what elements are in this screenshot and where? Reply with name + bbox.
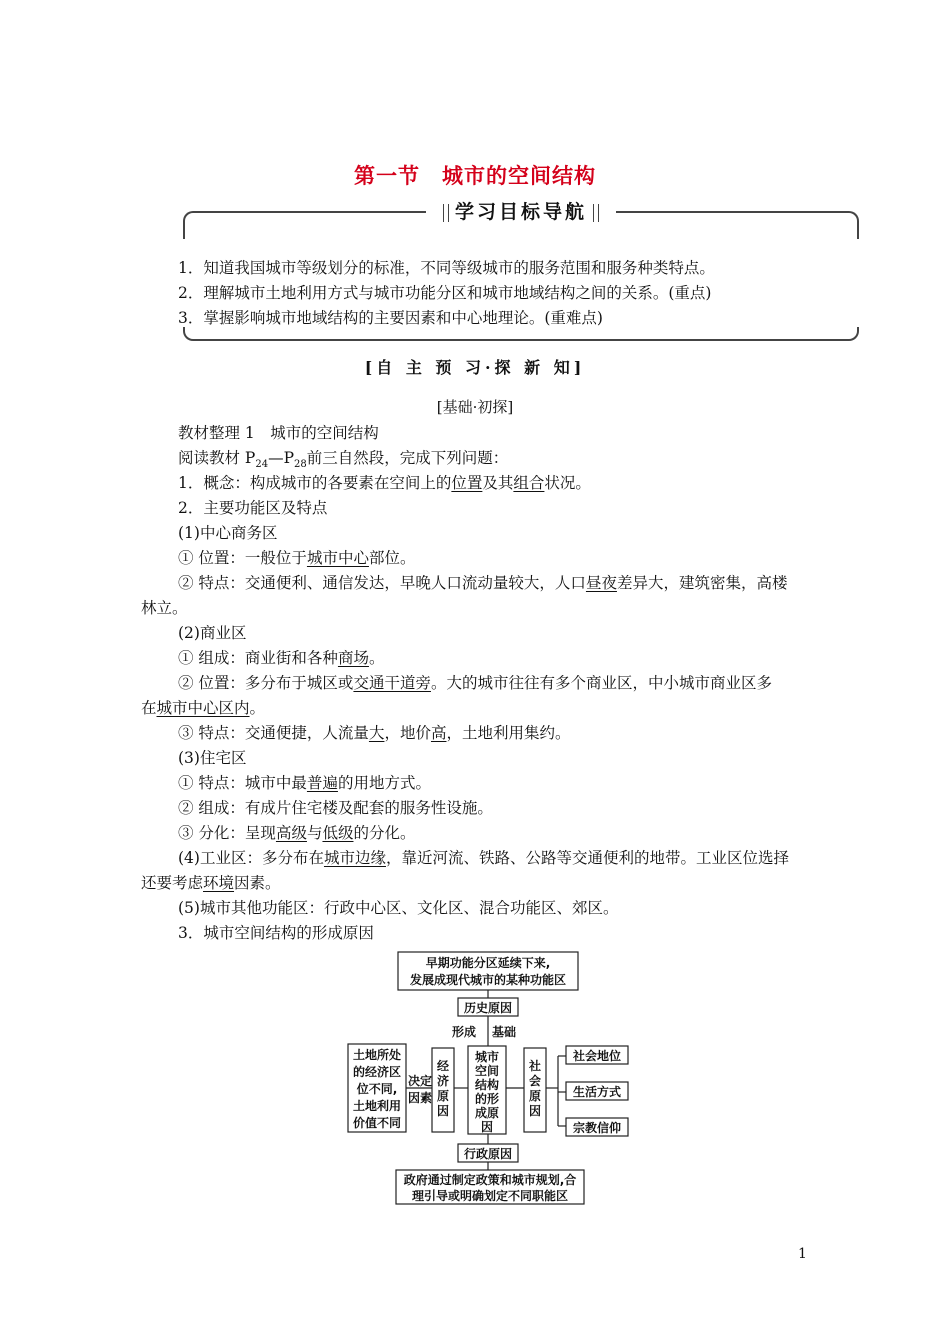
answer: 组合	[513, 474, 545, 492]
diagram-basis-label: 基础	[492, 1025, 517, 1039]
text: ① 特点：城市中最	[178, 774, 307, 792]
box-frame-bottom	[183, 327, 859, 341]
answer: 昼夜	[585, 574, 617, 592]
diagram-history-label: 历史原因	[463, 1001, 513, 1015]
text: 差异大，建筑密集，高楼	[616, 574, 788, 592]
answer: 城市中心区内	[156, 699, 250, 717]
diagram-center-line: 城市	[474, 1050, 500, 1064]
commercial-features	[178, 721, 571, 743]
objective-3: 3．掌握影响城市地域结构的主要因素和中心地理论。(重难点)	[178, 309, 603, 327]
diagram-economic-char: 因	[436, 1104, 450, 1118]
residential-features	[178, 771, 431, 793]
diagram-religion-label: 宗教信仰	[572, 1121, 622, 1135]
diagram-land-value-line: 位不同,	[356, 1082, 398, 1096]
text: 1．概念：构成城市的各要素在空间上的	[178, 474, 452, 492]
text: 部位。	[368, 549, 416, 567]
textbook-heading: 教材整理 1 城市的空间结构	[178, 424, 379, 442]
text: 。	[368, 649, 385, 667]
causes-heading: 3．城市空间结构的形成原因	[178, 924, 374, 942]
industrial-line-cont	[141, 871, 281, 893]
diagram-bottom-line-2: 理引导或明确划定不同职能区	[411, 1189, 569, 1203]
diagram-form-label: 形成	[451, 1025, 476, 1039]
cbd-features	[178, 571, 787, 593]
objectives-label	[426, 199, 616, 225]
diagram-social-char: 社	[528, 1059, 542, 1073]
text: 前三自然段，完成下列问题：	[306, 449, 509, 467]
residential-differentiation	[178, 821, 416, 843]
commercial-composition	[178, 646, 384, 668]
diagram-social-char: 因	[528, 1104, 542, 1118]
text: ① 组成：商业街和各种	[178, 649, 338, 667]
formation-causes-diagram	[340, 948, 640, 1206]
concept-line	[178, 471, 591, 493]
subheading: [基础·初探]	[436, 398, 514, 416]
subscript: 28	[294, 459, 307, 471]
text: 因素。	[234, 874, 281, 892]
learning-objectives-box	[178, 201, 859, 341]
diagram-land-value-line: 土地所处	[352, 1048, 402, 1062]
text: 阅读教材 P	[178, 449, 256, 467]
label-bar-left	[443, 204, 449, 222]
functional-areas-heading: 2．主要功能区及特点	[178, 499, 328, 517]
commercial-heading: (2)商业区	[178, 624, 247, 642]
text: 及其	[482, 474, 514, 492]
commercial-location	[178, 671, 772, 693]
diagram-top-line-2: 发展成现代城市的某种功能区	[409, 973, 567, 987]
cbd-features-cont: 林立。	[141, 599, 188, 617]
diagram-social-char: 会	[528, 1074, 542, 1088]
residential-composition: ② 组成：有成片住宅楼及配套的服务性设施。	[178, 799, 493, 817]
residential-heading: (3)住宅区	[178, 749, 247, 767]
text: —P	[268, 449, 295, 467]
objective-2: 2．理解城市土地利用方式与城市功能分区和城市地域结构之间的关系。(重点)	[178, 284, 712, 302]
text: ，土地利用集约。	[446, 724, 571, 742]
diagram-bottom-line-1: 政府通过制定政策和城市规划,合	[403, 1173, 577, 1187]
diagram-land-value-line: 的经济区	[352, 1065, 402, 1079]
diagram-social-char: 原	[528, 1089, 542, 1103]
answer: 低级	[322, 824, 354, 842]
text: (4)工业区：多分布在	[178, 849, 324, 867]
text: 在	[141, 699, 157, 717]
diagram-lifestyle-label: 生活方式	[572, 1085, 622, 1099]
diagram-center-line: 的形	[474, 1092, 500, 1106]
answer: 城市边缘	[323, 849, 386, 867]
diagram-admin-label: 行政原因	[463, 1147, 513, 1161]
objectives-label-text: 学习目标导航	[454, 201, 587, 223]
commercial-location-cont	[141, 696, 265, 718]
diagram-social-status-label: 社会地位	[572, 1049, 622, 1063]
text: 的用地方式。	[337, 774, 431, 792]
answer: 交通干道旁	[353, 674, 431, 692]
answer: 位置	[451, 474, 483, 492]
text: ① 位置：一般位于	[178, 549, 307, 567]
answer: 高	[430, 724, 447, 742]
answer: 城市中心	[306, 549, 369, 567]
text: ③ 分化：呈现	[178, 824, 276, 842]
text: 。	[249, 699, 266, 717]
answer: 高级	[275, 824, 307, 842]
objective-1: 1．知道我国城市等级划分的标准，不同等级城市的服务范围和服务种类特点。	[178, 259, 715, 277]
text: 的分化。	[353, 824, 416, 842]
diagram-top-line-1: 早期功能分区延续下来,	[425, 956, 551, 970]
section-heading: [自 主 预 习·探 新 知]	[364, 358, 586, 377]
text: ，靠近河流、铁路、公路等交通便利的地带。工业区位选择	[385, 849, 789, 867]
answer: 大	[368, 724, 385, 742]
diagram-decide-label: 因素	[407, 1091, 433, 1105]
diagram-economic-char: 原	[436, 1089, 450, 1103]
text: 状况。	[544, 474, 591, 492]
diagram-land-value-line: 价值不同	[352, 1116, 402, 1130]
text: ③ 特点：交通便捷，人流量	[178, 724, 369, 742]
text: ，地价	[384, 724, 431, 742]
reading-instruction	[178, 446, 508, 470]
text: 与	[306, 824, 323, 842]
text: 还要考虑	[141, 874, 204, 892]
cbd-location	[178, 546, 415, 568]
diagram-economic-char: 经	[436, 1059, 450, 1073]
text: ② 特点：交通便利、通信发达，早晚人口流动量较大，人口	[178, 574, 586, 592]
diagram-center-line: 成原	[474, 1106, 500, 1120]
diagram-economic-char: 济	[436, 1074, 450, 1088]
cbd-heading: (1)中心商务区	[178, 524, 278, 542]
diagram-land-value-line: 土地利用	[352, 1099, 402, 1113]
diagram-center-line: 结构	[474, 1078, 500, 1092]
diagram-center-line: 空间	[474, 1064, 500, 1078]
answer: 环境	[203, 874, 235, 892]
text: 。大的城市往往有多个商业区，中小城市商业区多	[430, 674, 772, 692]
diagram-center-line: 因	[480, 1120, 494, 1134]
label-bar-right	[593, 204, 599, 222]
text: ② 位置：多分布于城区或	[178, 674, 354, 692]
page-number: 1	[798, 1246, 807, 1262]
answer: 商场	[337, 649, 369, 667]
answer: 普遍	[306, 774, 338, 792]
other-areas-line: (5)城市其他功能区：行政中心区、文化区、混合功能区、郊区。	[178, 899, 619, 917]
industrial-line	[178, 846, 789, 868]
diagram-decide-label: 决定	[407, 1074, 433, 1088]
subscript: 24	[255, 459, 269, 471]
page-title: 第一节 城市的空间结构	[354, 164, 596, 188]
